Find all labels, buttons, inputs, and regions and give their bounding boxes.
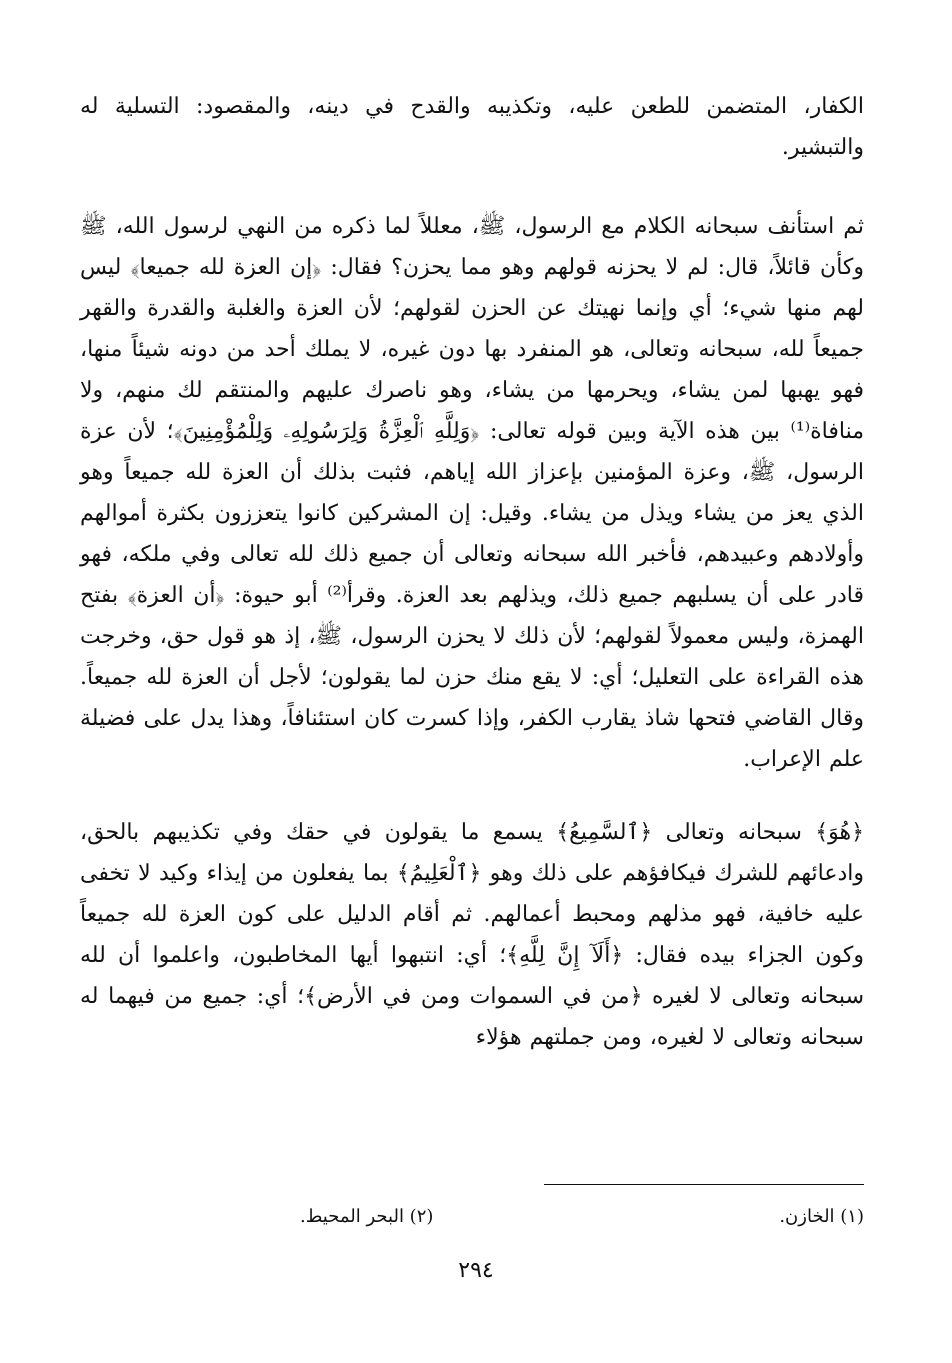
footnotes xyxy=(300,1204,864,1230)
paragraph-2: ثم استأنف سبحانه الكلام مع الرسول، ﷺ، معللاً لما ذكره من النهي لرسول الله، ﷺ وكأن قائلاً، قال: لم لا يحزنه قولهم وهو مما يحزن؟ فقال: ﴿إن العزة لله جميعا﴾ ليس لهم منها شيء؛ أي وإنما نهيتك عن الحزن لقولهم؛ لأن العزة والغلبة والقدرة والقهر جميعاً لله، سبحانه وتعالى، هو المنفرد بها دون غيره، لا يملك أحد من دونه شيئاً منها، فهو يهبها لمن يشاء، ويحرمها من يشاء، وهو ناصرك عليهم والمنتقم لك منهم، ولا منافاة⁽¹⁾ بين هذه الآية وبين قوله تعالى: ﴿وَلِلَّهِ ٱلْعِزَّةُ وَلِرَسُولِهِۦ وَلِلْمُؤْمِنِينَ﴾؛ لأن عزة الرسول، ﷺ، وعزة المؤمنين بإعزاز الله إياهم، فثبت بذلك أن العزة لله جميعاً وهو الذي يعز من يشاء ويذل من يشاء. وقيل: إن المشركين كانوا يتعززون بكثرة أموالهم وأولادهم وعبيدهم، فأخبر الله سبحانه وتعالى أن جميع ذلك لله تعالى وفي ملكه، فهو قادر على أن يسلبهم جميع ذلك، ويذلهم بعد العزة. وقرأ⁽²⁾ أبو حيوة: ﴿أن العزة﴾ بفتح الهمزة، وليس معمولاً لقولهم؛ لأن ذلك لا يحزن الرسول، ﷺ، إذ هو قول حق، وخرجت هذه القراءة على التعليل؛ أي: لا يقع منك حزن لما يقولون؛ لأجل أن العزة لله جميعاً. وقال القاضي فتحها شاذ يقارب الكفر، وإذا كسرت كان استئنافاً، وهذا يدل على فضيلة علم الإعراب. xyxy=(80,214,864,772)
paragraph-1: الكفار، المتضمن للطعن عليه، وتكذيبه والقدح في دينه، والمقصود: التسلية له والتبشير. xyxy=(80,94,864,160)
paragraph-3: ﴿هُوَ﴾ سبحانه وتعالى ﴿ٱلسَّمِيعُ﴾ يسمع ما يقولون في حقك وفي تكذيبهم بالحق، وادعائهم للشرك فيكافؤهم على ذلك وهو ﴿ٱلْعَلِيمُ﴾ بما يفعلون من إيذاء وكيد لا تخفى عليه خافية، فهو مذلهم ومحبط أعمالهم. ثم أقام الدليل على كون العزة لله جميعاً وكون الجزاء بيده فقال: ﴿أَلَآ إِنَّ لِلَّهِ﴾؛ أي: انتبهوا أيها المخاطبون، واعلموا أن لله سبحانه وتعالى لا لغيره ﴿من في السموات ومن في الأرض﴾؛ أي: جميع من فيهما له سبحانه وتعالى لا لغيره، ومن جملتهم هؤلاء xyxy=(80,820,864,1050)
page-number: ٢٩٤ xyxy=(458,1258,494,1283)
footnote-2: (٢) البحر المحيط. xyxy=(300,1206,434,1227)
footnote-1: (١) الخازن. xyxy=(779,1206,864,1227)
footnote-divider xyxy=(544,1184,864,1185)
